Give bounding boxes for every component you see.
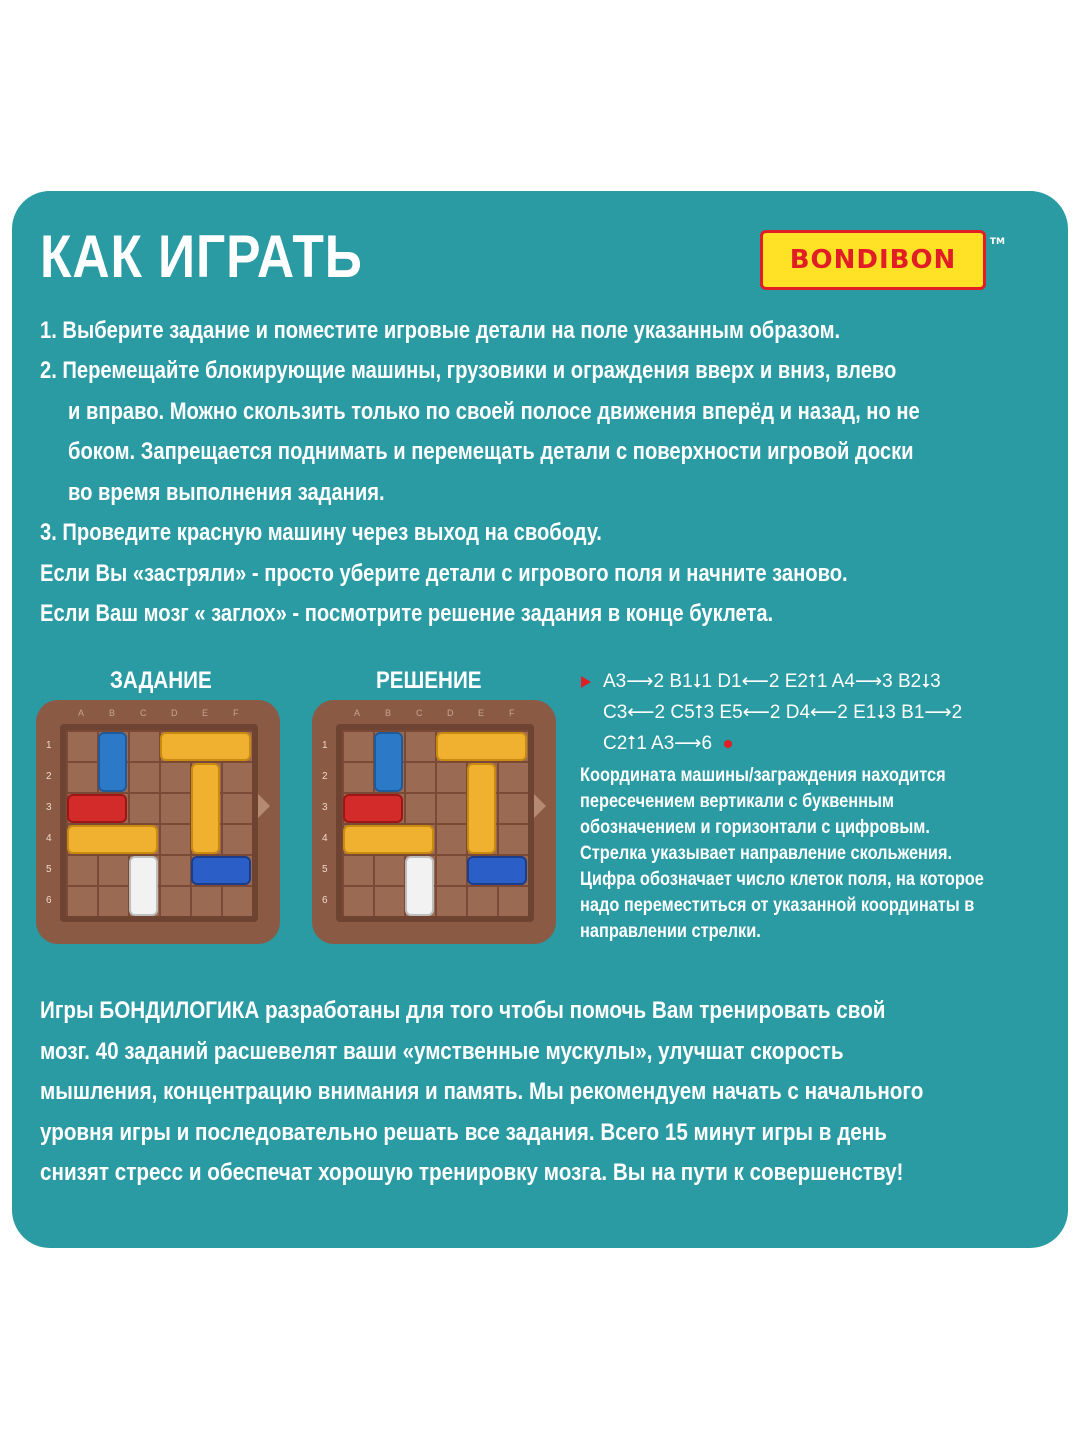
page-title: КАК ИГРАТЬ [40,223,363,290]
row-label: 2 [322,771,328,782]
instruction-line: 2. Перемещайте блокирующие машины, грузовики и ограждения вверх и вниз, влево [40,357,897,384]
yellow-truck-horizontal [160,732,251,761]
yellow-truck-horizontal [343,825,434,854]
instruction-line: 3. Проведите красную машину через выход на свободу. [40,519,602,546]
start-marker-icon [581,676,591,688]
task-caption: ЗАДАНИЕ [110,667,212,694]
bondibon-logo [760,230,1005,290]
row-label: 2 [46,771,52,782]
end-marker-icon [724,740,732,748]
row-label: 3 [322,802,328,813]
about-line: Игры БОНДИЛОГИКА разработаны для того чтобы помочь Вам тренировать свой [40,997,886,1024]
blue-car-horizontal [467,856,527,885]
white-car-vertical [129,856,158,916]
yellow-truck-horizontal [436,732,527,761]
logo-text: BONDIBON [789,245,957,275]
row-label: 5 [46,864,52,875]
solution-moves-text: C2⭡1 A3⟶6 [603,733,713,754]
exit-arrow-icon [258,794,270,818]
column-label: F [233,708,239,718]
column-label: F [509,708,515,718]
about-line: уровня игры и последовательно решать все задания. Всего 15 минут игры в день [40,1119,887,1146]
row-label: 4 [322,833,328,844]
row-label: 5 [322,864,328,875]
column-label: D [447,708,454,718]
white-car-vertical [405,856,434,916]
column-label: C [416,708,423,718]
task-board [36,700,280,944]
about-line: мышления, концентрацию внимания и память. Мы рекомендуем начать с начального [40,1078,924,1105]
column-label: A [78,708,85,718]
solution-caption: РЕШЕНИЕ [376,667,482,694]
row-label: 3 [46,802,52,813]
coordinate-note-line: надо переместиться от указанной координаты в [580,895,975,916]
instruction-line: и вправо. Можно скользить только по своей полосе движения вперёд и назад, но не [68,398,920,425]
blue-car-vertical [98,732,127,792]
row-label: 1 [322,740,328,751]
about-line: снизят стресс и обеспечат хорошую тренировку мозга. Вы на пути к совершенству! [40,1159,904,1186]
coordinate-note-line: Координата машины/заграждения находится [580,765,946,786]
row-label: 4 [46,833,52,844]
red-car-target [67,794,127,823]
coordinate-note-line: Цифра обозначает число клеток поля, на которое [580,869,984,890]
solution-board [312,700,556,944]
instruction-line: 1. Выберите задание и поместите игровые детали на поле указанным образом. [40,317,841,344]
column-label: B [109,708,116,718]
column-label: A [354,708,361,718]
column-label: E [202,708,209,718]
yellow-truck-horizontal [67,825,158,854]
coordinate-note-line: направлении стрелки. [580,921,761,942]
instruction-line: Если Ваш мозг « заглох» - посмотрите решение задания в конце буклета. [40,600,774,627]
blue-car-vertical [374,732,403,792]
coordinate-note-line: пересечением вертикали с буквенным [580,791,895,812]
about-line: мозг. 40 заданий расшевелят ваши «умственные мускулы», улучшат скорость [40,1038,844,1065]
coordinate-note-line: обозначением и горизонтали с цифровым. [580,817,930,838]
solution-moves-line: A3⟶2 B1⭣1 D1⟵2 E2⭡1 A4⟶3 B2⭣3 [603,671,941,692]
column-label: C [140,708,147,718]
row-label: 6 [322,895,328,906]
trademark-mark: TM [989,237,1005,247]
yellow-barrier-vertical [467,763,496,854]
row-label: 6 [46,895,52,906]
column-label: E [478,708,485,718]
solution-moves-line [603,732,732,755]
column-label: B [385,708,392,718]
blue-car-horizontal [191,856,251,885]
exit-arrow-icon [534,794,546,818]
instruction-line: Если Вы «застряли» - просто уберите детали с игрового поля и начните заново. [40,560,848,587]
red-car-target [343,794,403,823]
solution-moves-line: C3⟵2 C5⭡3 E5⟵2 D4⟵2 E1⭣3 B1⟶2 [603,702,963,723]
instruction-line: во время выполнения задания. [68,479,385,506]
instruction-line: боком. Запрещается поднимать и перемещать детали с поверхности игровой доски [68,438,914,465]
column-label: D [171,708,178,718]
coordinate-note-line: Стрелка указывает направление скольжения. [580,843,953,864]
row-label: 1 [46,740,52,751]
yellow-barrier-vertical [191,763,220,854]
